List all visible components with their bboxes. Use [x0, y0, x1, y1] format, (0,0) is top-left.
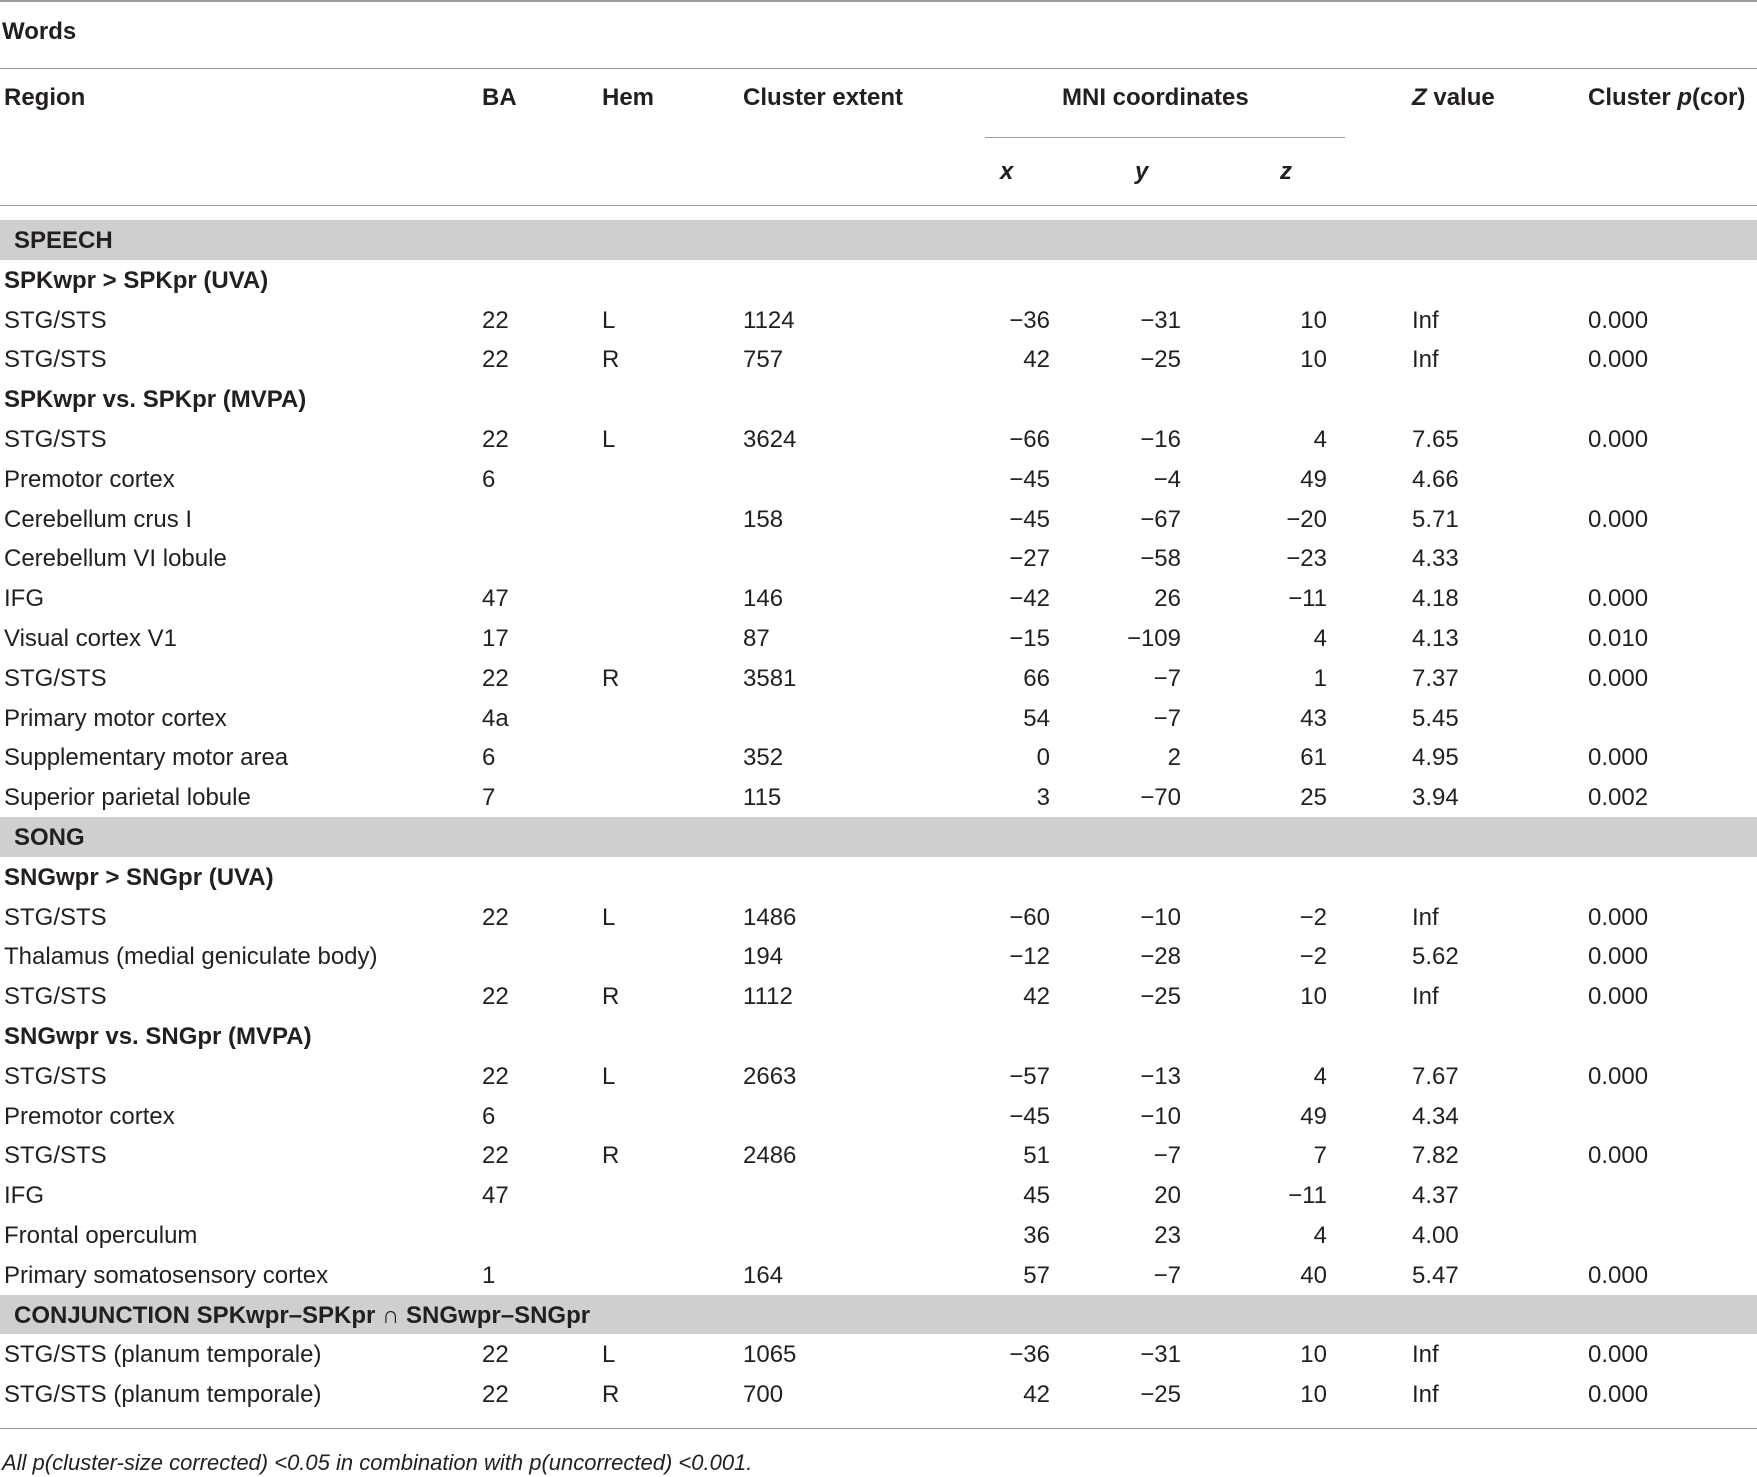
ba-cell: 4a	[482, 704, 509, 732]
region-cell: Cerebellum crus I	[4, 505, 193, 533]
x-cell: −45	[1009, 465, 1050, 493]
zv-cell: 4.33	[1412, 545, 1459, 573]
p-cell: 0.000	[1588, 505, 1649, 533]
hem-cell: L	[602, 1062, 616, 1090]
z-cell: 10	[1300, 346, 1327, 374]
ba-cell: 22	[482, 664, 509, 692]
y-cell: −4	[1153, 465, 1181, 493]
table-row	[0, 658, 1757, 698]
z-cell: −20	[1286, 505, 1327, 533]
y-cell: −13	[1140, 1062, 1181, 1090]
y-cell: −7	[1153, 664, 1181, 692]
x-cell: −57	[1009, 1062, 1050, 1090]
ba-cell: 22	[482, 306, 509, 334]
x-cell: −66	[1009, 425, 1050, 453]
z-cell: 49	[1300, 1102, 1327, 1130]
header-p-letter: p	[1677, 84, 1693, 111]
ba-cell: 7	[482, 784, 496, 812]
hem-cell: R	[602, 1142, 620, 1170]
p-cell: 0.000	[1588, 1062, 1649, 1090]
x-cell: 66	[1023, 664, 1050, 692]
y-cell: −10	[1140, 1102, 1181, 1130]
region-cell: STG/STS	[4, 903, 107, 931]
x-cell: 54	[1023, 704, 1050, 732]
zv-cell: 5.71	[1412, 505, 1459, 533]
table-row	[0, 1215, 1757, 1255]
table-row	[0, 1056, 1757, 1096]
ba-cell: 47	[482, 1182, 509, 1210]
zv-cell: 7.67	[1412, 1062, 1459, 1090]
ext-cell: 146	[743, 585, 784, 613]
region-cell: STG/STS (planum temporale)	[4, 1381, 322, 1409]
z-cell: −2	[1299, 903, 1327, 931]
zv-cell: 3.94	[1412, 784, 1459, 812]
zv-cell: 4.95	[1412, 744, 1459, 772]
row-heading: CONJUNCTION SPKwpr–SPKpr ∩ SNGwpr–SNGpr	[14, 1301, 591, 1329]
x-cell: −36	[1009, 1341, 1050, 1369]
x-cell: −12	[1009, 943, 1050, 971]
row-heading: SPEECH	[14, 227, 113, 254]
ba-cell: 22	[482, 1341, 509, 1369]
header-p-prefix: Cluster	[1588, 84, 1678, 111]
region-cell: Supplementary motor area	[4, 744, 289, 772]
p-cell: 0.010	[1588, 624, 1649, 652]
table-bottom-rule	[0, 1428, 1757, 1429]
z-cell: 4	[1313, 624, 1327, 652]
row-heading: SPKwpr vs. SPKpr (MVPA)	[4, 386, 307, 414]
region-cell: STG/STS	[4, 664, 107, 692]
z-cell: −2	[1299, 943, 1327, 971]
ba-cell: 22	[482, 346, 509, 374]
x-cell: 57	[1023, 1261, 1050, 1289]
z-cell: 25	[1300, 784, 1327, 812]
p-cell: 0.002	[1588, 784, 1649, 812]
z-cell: 4	[1313, 1221, 1327, 1249]
contrast-header-row	[0, 260, 1757, 300]
z-cell: 10	[1300, 306, 1327, 334]
zv-cell: Inf	[1412, 983, 1439, 1011]
region-cell: STG/STS	[4, 1062, 107, 1090]
y-cell: 2	[1167, 744, 1181, 772]
z-cell: 43	[1300, 704, 1327, 732]
table-row	[0, 618, 1757, 658]
region-cell: IFG	[4, 1182, 44, 1210]
header-z-word: value	[1426, 84, 1495, 111]
region-cell: Primary motor cortex	[4, 704, 227, 732]
y-cell: −70	[1140, 784, 1181, 812]
header-cluster-p	[1588, 84, 1745, 112]
region-cell: STG/STS	[4, 346, 107, 374]
header-y: y	[1135, 158, 1149, 185]
table-caption: Words	[2, 18, 77, 45]
zv-cell: 4.00	[1412, 1221, 1459, 1249]
ext-cell: 1486	[743, 903, 797, 931]
x-cell: 0	[1036, 744, 1050, 772]
header-bottom-rule	[0, 205, 1757, 206]
p-cell: 0.000	[1588, 983, 1649, 1011]
region-cell: Premotor cortex	[4, 1102, 175, 1130]
ba-cell: 22	[482, 1142, 509, 1170]
z-cell: −23	[1286, 545, 1327, 573]
row-heading: SONG	[14, 823, 85, 851]
x-cell: 45	[1023, 1182, 1050, 1210]
region-cell: STG/STS	[4, 425, 107, 453]
region-cell: Frontal operculum	[4, 1221, 198, 1249]
section-header-row	[0, 220, 1757, 260]
contrast-header-row	[0, 1016, 1757, 1056]
table-row	[0, 1255, 1757, 1295]
table-top-rule	[0, 0, 1757, 2]
table-row	[0, 737, 1757, 777]
z-cell: −11	[1288, 585, 1327, 613]
ext-cell: 757	[743, 346, 784, 374]
header-p-suffix: (cor)	[1692, 84, 1746, 111]
ext-cell: 1065	[743, 1341, 797, 1369]
ba-cell: 22	[482, 425, 509, 453]
p-cell: 0.000	[1588, 585, 1649, 613]
region-cell: Premotor cortex	[4, 465, 175, 493]
header-hem: Hem	[602, 84, 655, 111]
hem-cell: R	[602, 346, 620, 374]
table-row	[0, 538, 1757, 578]
zv-cell: 7.82	[1412, 1142, 1459, 1170]
zv-cell: Inf	[1412, 346, 1439, 374]
z-cell: 4	[1313, 425, 1327, 453]
p-cell: 0.000	[1588, 744, 1649, 772]
ba-cell: 6	[482, 465, 496, 493]
header-x: x	[1000, 158, 1014, 185]
region-cell: Cerebellum VI lobule	[4, 545, 227, 573]
ext-cell: 2663	[743, 1062, 797, 1090]
p-cell: 0.000	[1588, 1142, 1649, 1170]
hem-cell: R	[602, 1381, 620, 1409]
table-row	[0, 1096, 1757, 1136]
section-header-row	[0, 817, 1757, 857]
header-mni-coordinates: MNI coordinates	[1062, 84, 1249, 111]
x-cell: −60	[1009, 903, 1050, 931]
region-cell: Primary somatosensory cortex	[4, 1261, 329, 1289]
table-row	[0, 300, 1757, 340]
zv-cell: Inf	[1412, 1341, 1439, 1369]
header-ba: BA	[482, 84, 517, 111]
table-row	[0, 976, 1757, 1016]
table-row	[0, 1135, 1757, 1175]
table-row	[0, 419, 1757, 459]
hem-cell: R	[602, 983, 620, 1011]
ext-cell: 3581	[743, 664, 797, 692]
region-cell: Superior parietal lobule	[4, 784, 251, 812]
hem-cell: L	[602, 306, 616, 334]
p-cell: 0.000	[1588, 664, 1649, 692]
ba-cell: 22	[482, 1381, 509, 1409]
p-cell: 0.000	[1588, 943, 1649, 971]
zv-cell: 5.62	[1412, 943, 1459, 971]
y-cell: −28	[1140, 943, 1181, 971]
zv-cell: 5.45	[1412, 704, 1459, 732]
contrast-header-row	[0, 379, 1757, 419]
table-row	[0, 897, 1757, 937]
z-cell: 10	[1300, 983, 1327, 1011]
y-cell: −16	[1140, 425, 1181, 453]
hem-cell: L	[602, 903, 616, 931]
ext-cell: 87	[743, 624, 770, 652]
table-row	[0, 1334, 1757, 1374]
region-cell: STG/STS	[4, 1142, 107, 1170]
zv-cell: 4.18	[1412, 585, 1459, 613]
p-cell: 0.000	[1588, 1261, 1649, 1289]
ext-cell: 352	[743, 744, 784, 772]
p-cell: 0.000	[1588, 903, 1649, 931]
table-row	[0, 1374, 1757, 1414]
x-cell: −45	[1009, 1102, 1050, 1130]
header-top-rule	[0, 68, 1757, 69]
y-cell: −109	[1126, 624, 1181, 652]
z-cell: −11	[1288, 1182, 1327, 1210]
x-cell: −36	[1009, 306, 1050, 334]
z-cell: 49	[1300, 465, 1327, 493]
table-body	[0, 220, 1757, 1414]
ba-cell: 22	[482, 983, 509, 1011]
x-cell: −27	[1009, 545, 1050, 573]
z-cell: 1	[1313, 664, 1327, 692]
table-row	[0, 936, 1757, 976]
hem-cell: L	[602, 1341, 616, 1369]
hem-cell: R	[602, 664, 620, 692]
ext-cell: 194	[743, 943, 784, 971]
table-row	[0, 578, 1757, 618]
table-row	[0, 339, 1757, 379]
header-z: z	[1280, 158, 1292, 185]
p-cell: 0.000	[1588, 346, 1649, 374]
ext-cell: 164	[743, 1261, 784, 1289]
region-cell: Thalamus (medial geniculate body)	[4, 943, 378, 971]
p-cell: 0.000	[1588, 425, 1649, 453]
y-cell: −7	[1153, 1261, 1181, 1289]
ext-cell: 1112	[743, 983, 793, 1011]
x-cell: −45	[1009, 505, 1050, 533]
header-z-value	[1412, 84, 1495, 112]
table-footnote: All p(cluster-size corrected) <0.05 in combination with p(uncorrected) <0.001.	[2, 1450, 753, 1475]
region-cell: Visual cortex V1	[4, 624, 177, 652]
x-cell: 42	[1023, 1381, 1050, 1409]
x-cell: 36	[1023, 1221, 1050, 1249]
x-cell: 51	[1023, 1142, 1050, 1170]
zv-cell: 5.47	[1412, 1261, 1459, 1289]
region-cell: IFG	[4, 585, 44, 613]
hem-cell: L	[602, 425, 616, 453]
table-row	[0, 777, 1757, 817]
ba-cell: 17	[482, 624, 509, 652]
zv-cell: 7.65	[1412, 425, 1459, 453]
zv-cell: 7.37	[1412, 664, 1459, 692]
table-row	[0, 459, 1757, 499]
y-cell: 20	[1154, 1182, 1181, 1210]
z-cell: 61	[1300, 744, 1327, 772]
y-cell: −7	[1153, 704, 1181, 732]
zv-cell: 4.37	[1412, 1182, 1459, 1210]
ba-cell: 47	[482, 585, 509, 613]
x-cell: 42	[1023, 346, 1050, 374]
z-cell: 10	[1300, 1381, 1327, 1409]
header-cluster-extent: Cluster extent	[743, 84, 904, 111]
ba-cell: 6	[482, 1102, 496, 1130]
zv-cell: 4.34	[1412, 1102, 1459, 1130]
p-cell: 0.000	[1588, 1341, 1649, 1369]
y-cell: 23	[1154, 1221, 1181, 1249]
row-heading: SNGwpr vs. SNGpr (MVPA)	[4, 1022, 312, 1050]
header-region: Region	[4, 84, 86, 111]
zv-cell: 4.13	[1412, 624, 1459, 652]
y-cell: −31	[1140, 306, 1181, 334]
y-cell: −58	[1140, 545, 1181, 573]
y-cell: −25	[1140, 1381, 1181, 1409]
x-cell: 3	[1036, 784, 1050, 812]
zv-cell: Inf	[1412, 306, 1439, 334]
y-cell: −25	[1140, 983, 1181, 1011]
p-cell: 0.000	[1588, 1381, 1649, 1409]
table-row	[0, 1175, 1757, 1215]
row-heading: SNGwpr > SNGpr (UVA)	[4, 863, 274, 891]
section-header-row	[0, 1295, 1757, 1335]
zv-cell: 4.66	[1412, 465, 1459, 493]
region-cell: STG/STS	[4, 306, 107, 334]
ba-cell: 22	[482, 1062, 509, 1090]
y-cell: −67	[1140, 505, 1181, 533]
zv-cell: Inf	[1412, 903, 1439, 931]
table-row	[0, 698, 1757, 738]
ext-cell: 3624	[743, 425, 797, 453]
ext-cell: 700	[743, 1381, 784, 1409]
table-row	[0, 499, 1757, 539]
mni-underline	[985, 137, 1345, 138]
x-cell: −42	[1009, 585, 1050, 613]
x-cell: 42	[1023, 983, 1050, 1011]
z-cell: 4	[1313, 1062, 1327, 1090]
region-cell: STG/STS (planum temporale)	[4, 1341, 322, 1369]
ext-cell: 1124	[743, 306, 795, 334]
y-cell: −25	[1140, 346, 1181, 374]
y-cell: −7	[1153, 1142, 1181, 1170]
row-heading: SPKwpr > SPKpr (UVA)	[4, 266, 269, 294]
ext-cell: 115	[743, 784, 782, 812]
zv-cell: Inf	[1412, 1381, 1439, 1409]
region-cell: STG/STS	[4, 983, 107, 1011]
ba-cell: 22	[482, 903, 509, 931]
y-cell: −31	[1140, 1341, 1181, 1369]
header-z-letter: Z	[1412, 84, 1427, 111]
ext-cell: 158	[743, 505, 784, 533]
ext-cell: 2486	[743, 1142, 797, 1170]
ba-cell: 6	[482, 744, 496, 772]
z-cell: 40	[1300, 1261, 1327, 1289]
y-cell: −10	[1140, 903, 1181, 931]
x-cell: −15	[1009, 624, 1050, 652]
contrast-header-row	[0, 857, 1757, 897]
z-cell: 10	[1300, 1341, 1327, 1369]
ba-cell: 1	[482, 1261, 496, 1289]
p-cell: 0.000	[1588, 306, 1649, 334]
z-cell: 7	[1313, 1142, 1327, 1170]
y-cell: 26	[1154, 585, 1181, 613]
